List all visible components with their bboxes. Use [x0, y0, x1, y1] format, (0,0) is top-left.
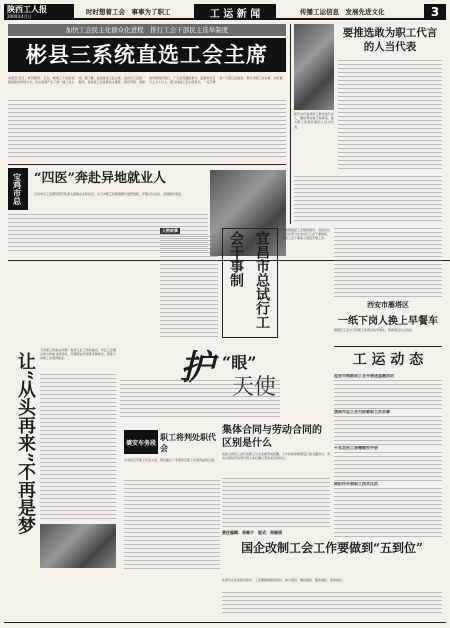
gongyun-title: 工 运 动 态: [352, 352, 424, 368]
bottom-right-body-continued: [222, 592, 442, 616]
bottom-rule: [4, 622, 446, 623]
masthead-section: 工 运 新 闻: [194, 4, 276, 20]
center-body-text: 为加强基层工会组织建设，宜昌市总工会在部分企业试行工会干事制度，选派工会干事深入基层开展工作。: [282, 228, 330, 241]
gongyun-item-body: [334, 380, 442, 410]
gongyun-item-body: [334, 488, 442, 538]
feature-body: 下岗职工再就业问题一直是工会工作的重点。市总工会通过举办再就业培训班、开展职业介绍等多种形式，帮助下岗职工实现再就业。: [40, 348, 116, 361]
feature-body-continued: [40, 374, 116, 520]
xiaqi-body-continued: [124, 480, 220, 570]
divider: [290, 24, 291, 224]
feature-photo: [40, 524, 116, 568]
lead-headline: 彬县三系统直选工会主席: [8, 38, 286, 72]
divider: [8, 164, 286, 165]
right-column-text: [294, 176, 442, 224]
divider: [334, 346, 442, 347]
contract-body: 集体合同是工会代表职工与企业就劳动报酬、工作时间等事项签订的书面协议；劳动合同是劳动者与用人单位确立劳动关系的协议。: [222, 452, 330, 461]
column-headline: “四医”奔赴异地就业人: [34, 171, 166, 186]
lead-body-continued: [8, 100, 286, 160]
gongyun-item: 咸阳市开展职工技术比武: [334, 482, 378, 486]
masthead-slogan: 时时想着工会 事事为了职工: [86, 8, 171, 16]
xian-headline: 西安市雁塔区: [367, 301, 409, 309]
column-body: 宝鸡市总工会组织医疗队深入困难企业和社区，为下岗职工和困难群众送医送药，开展义诊活动，受到群众欢迎。: [34, 192, 185, 196]
xiaqi-headline: 职工将判处职代会: [160, 432, 216, 453]
angel-body: [120, 380, 280, 420]
masthead-paper-name: 陕西工人报: [4, 4, 74, 20]
gongyun-item: 千名农民工获赠维权手册: [334, 446, 378, 450]
angel-headline-b: “眼”: [222, 353, 257, 372]
center-label: 人物故事: [162, 228, 178, 233]
column-label: 宝鸡市总: [8, 168, 28, 210]
bottom-right-body: 在国有企业改制过程中，工会要做到组织到位、参与到位、维权到位、服务到位、监督到位。: [222, 578, 346, 582]
feature-headline: 让“从头再来”不再是梦: [15, 352, 36, 535]
xiaqi-label: 填安车务段: [124, 430, 158, 454]
center-body: [160, 236, 218, 340]
gongyun-item-body: [334, 416, 442, 446]
xiaqi-body: 车务段召开职工代表大会，审议通过了多项涉及职工切身利益的议案。: [124, 458, 218, 462]
footer-editor: 责任编辑：李维宁 版式：郑维瑛: [222, 530, 282, 535]
masthead-hotline: 传播工运信息 发展先进文化: [300, 8, 385, 16]
xian-subheadline: 一纸下岗人换上早餐车: [338, 316, 438, 327]
center-headline: 宜昌市总试行工会干事制: [222, 228, 278, 338]
bottom-right-headline: 国企改制工会工作要做到“五到位”: [241, 541, 423, 555]
masthead: [4, 4, 446, 20]
xian-intro-text: [334, 228, 442, 298]
page-number: 3: [424, 4, 446, 20]
angel-headline-c: 天使: [232, 375, 277, 400]
masthead-date: 2004年4月日: [7, 14, 32, 19]
right-top-headline: 要推选敢为职工代言的人当代表: [342, 27, 438, 53]
contract-body-continued: [222, 478, 330, 528]
angel-headline-a: 护: [180, 348, 214, 388]
gongyun-item-body: [334, 452, 442, 482]
gongyun-item: 延安市铁路局工会开展送温暖活动: [334, 374, 394, 378]
lead-body: 本报讯 近日，彬县教育、卫生、城建三个系统采取直接选举的方式，民主选举产生了新一届工会主席。据了解，这次直选工会主席，由县总工会统一组织，各系统工会按照民主推荐、组织考察、差额选举的程序进行，广大会员踊跃参与，投票率达百分之九十以上。新当选的工会主席表示，一定不辜负广大职工的信任，努力为职工办实事、办好事。: [8, 76, 286, 85]
lead-kicker: 加快工会民主化群众化进程 推行工会干部民主选举制度: [8, 24, 286, 36]
xian-body: 雁塔区工会为下岗职工免费发放早餐车，帮助他们自主创业。: [334, 328, 416, 332]
gongyun-item: 渭南市总工会为困难职工办实事: [334, 410, 390, 414]
right-top-sidebar-text: 职代会代表是职工群众的代言人，要把那些敢于说真话、能为职工说话办事的人选为代表。: [294, 112, 334, 129]
top-right-photo: [294, 24, 334, 110]
right-top-body: [338, 60, 442, 172]
contract-headline: 集体合同与劳动合同的区别是什么: [222, 425, 322, 449]
